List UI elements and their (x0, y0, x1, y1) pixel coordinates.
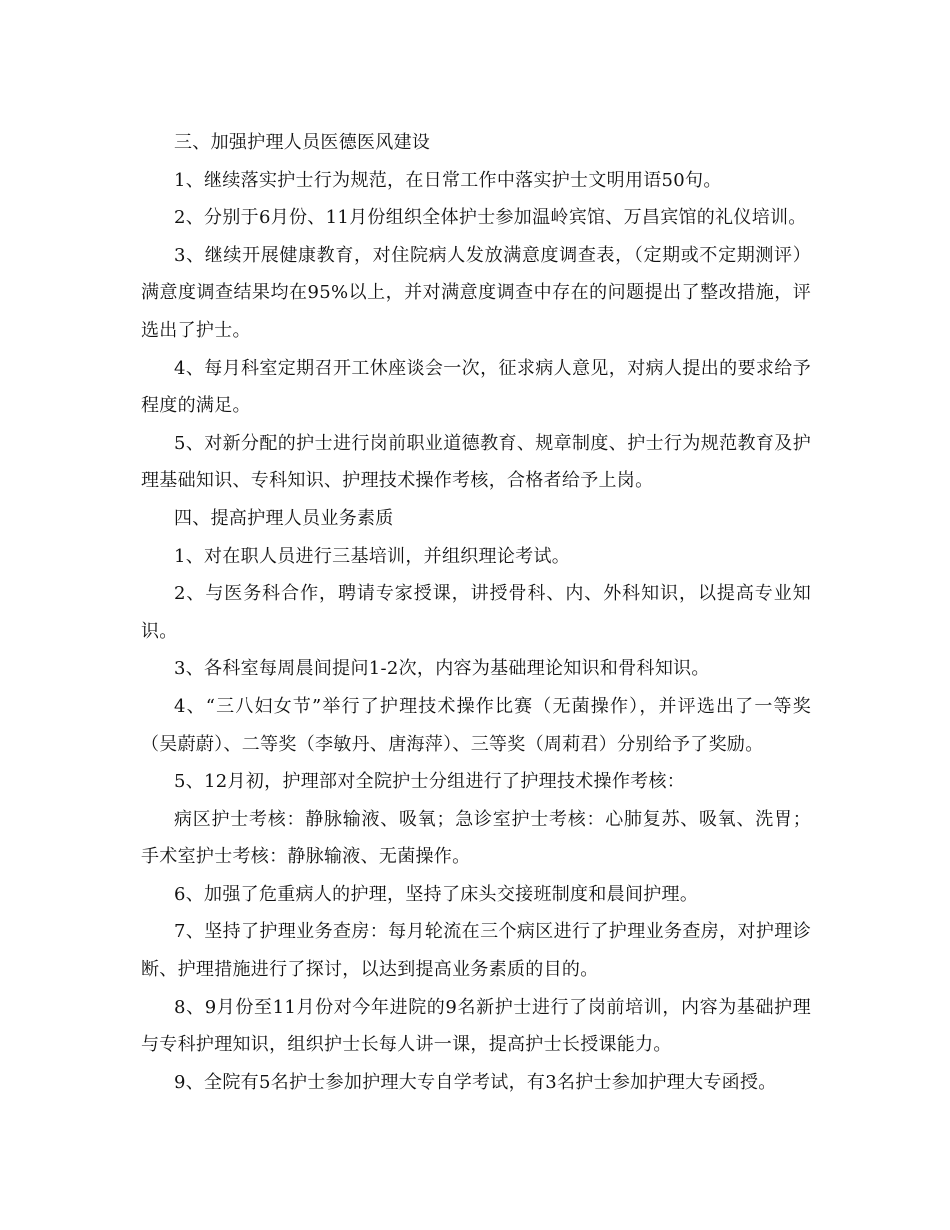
paragraph: 1、继续落实护士行为规范，在日常工作中落实护士文明用语50句。 (174, 169, 722, 191)
paragraph: 病区护士考核：静脉输液、吸氧；急诊室护士考核：心肺复苏、吸氧、洗胃；手术室护士考核：静脉输液、无菌操作。 (141, 808, 811, 868)
paragraph: 2、分别于6月份、11月份组织全体护士参加温岭宾馆、万昌宾馆的礼仪培训。 (174, 207, 807, 229)
section-heading-3: 三、加强护理人员医德医风建设 (174, 132, 431, 153)
document-body (141, 124, 811, 1101)
paragraph: 6、加强了危重病人的护理，坚持了床头交接班制度和晨间护理。 (174, 883, 699, 905)
paragraph: 7、坚持了护理业务查房：每月轮流在三个病区进行了护理业务查房，对护理诊断、护理措施进行了探讨，以达到提高业务素质的目的。 (141, 921, 811, 981)
paragraph: 8、9月份至11月份对今年进院的9名新护士进行了岗前培训，内容为基础护理与专科护理知识，组织护士长每人讲一课，提高护士长授课能力。 (141, 996, 811, 1056)
paragraph: 5、对新分配的护士进行岗前职业道德教育、规章制度、护士行为规范教育及护理基础知识、专科知识、护理技术操作考核，合格者给予上岗。 (141, 432, 811, 492)
paragraph: 4、每月科室定期召开工休座谈会一次，征求病人意见，对病人提出的要求给予程度的满足。 (141, 357, 811, 417)
paragraph: 1、对在职人员进行三基培训，并组织理论考试。 (174, 545, 571, 567)
paragraph: 3、继续开展健康教育，对住院病人发放满意度调查表，（定期或不定期测评）满意度调查结果均在95%以上，并对满意度调查中存在的问题提出了整改措施，评选出了护士。 (141, 244, 811, 341)
paragraph: 4、“三八妇女节”举行了护理技术操作比赛（无菌操作），并评选出了一等奖（吴蔚蔚）、二等奖（李敏丹、唐海萍）、三等奖（周莉君）分别给予了奖励。 (141, 695, 811, 755)
paragraph: 5、12月初，护理部对全院护士分组进行了护理技术操作考核： (174, 771, 686, 793)
paragraph: 3、各科室每周晨间提问1-2次，内容为基础理论知识和骨科知识。 (174, 658, 710, 680)
paragraph: 9、全院有5名护士参加护理大专自学考试，有3名护士参加护理大专函授。 (174, 1071, 777, 1093)
section-heading-4: 四、提高护理人员业务素质 (174, 507, 394, 529)
paragraph: 2、与医务科合作，聘请专家授课，讲授骨科、内、外科知识，以提高专业知识。 (141, 583, 811, 642)
